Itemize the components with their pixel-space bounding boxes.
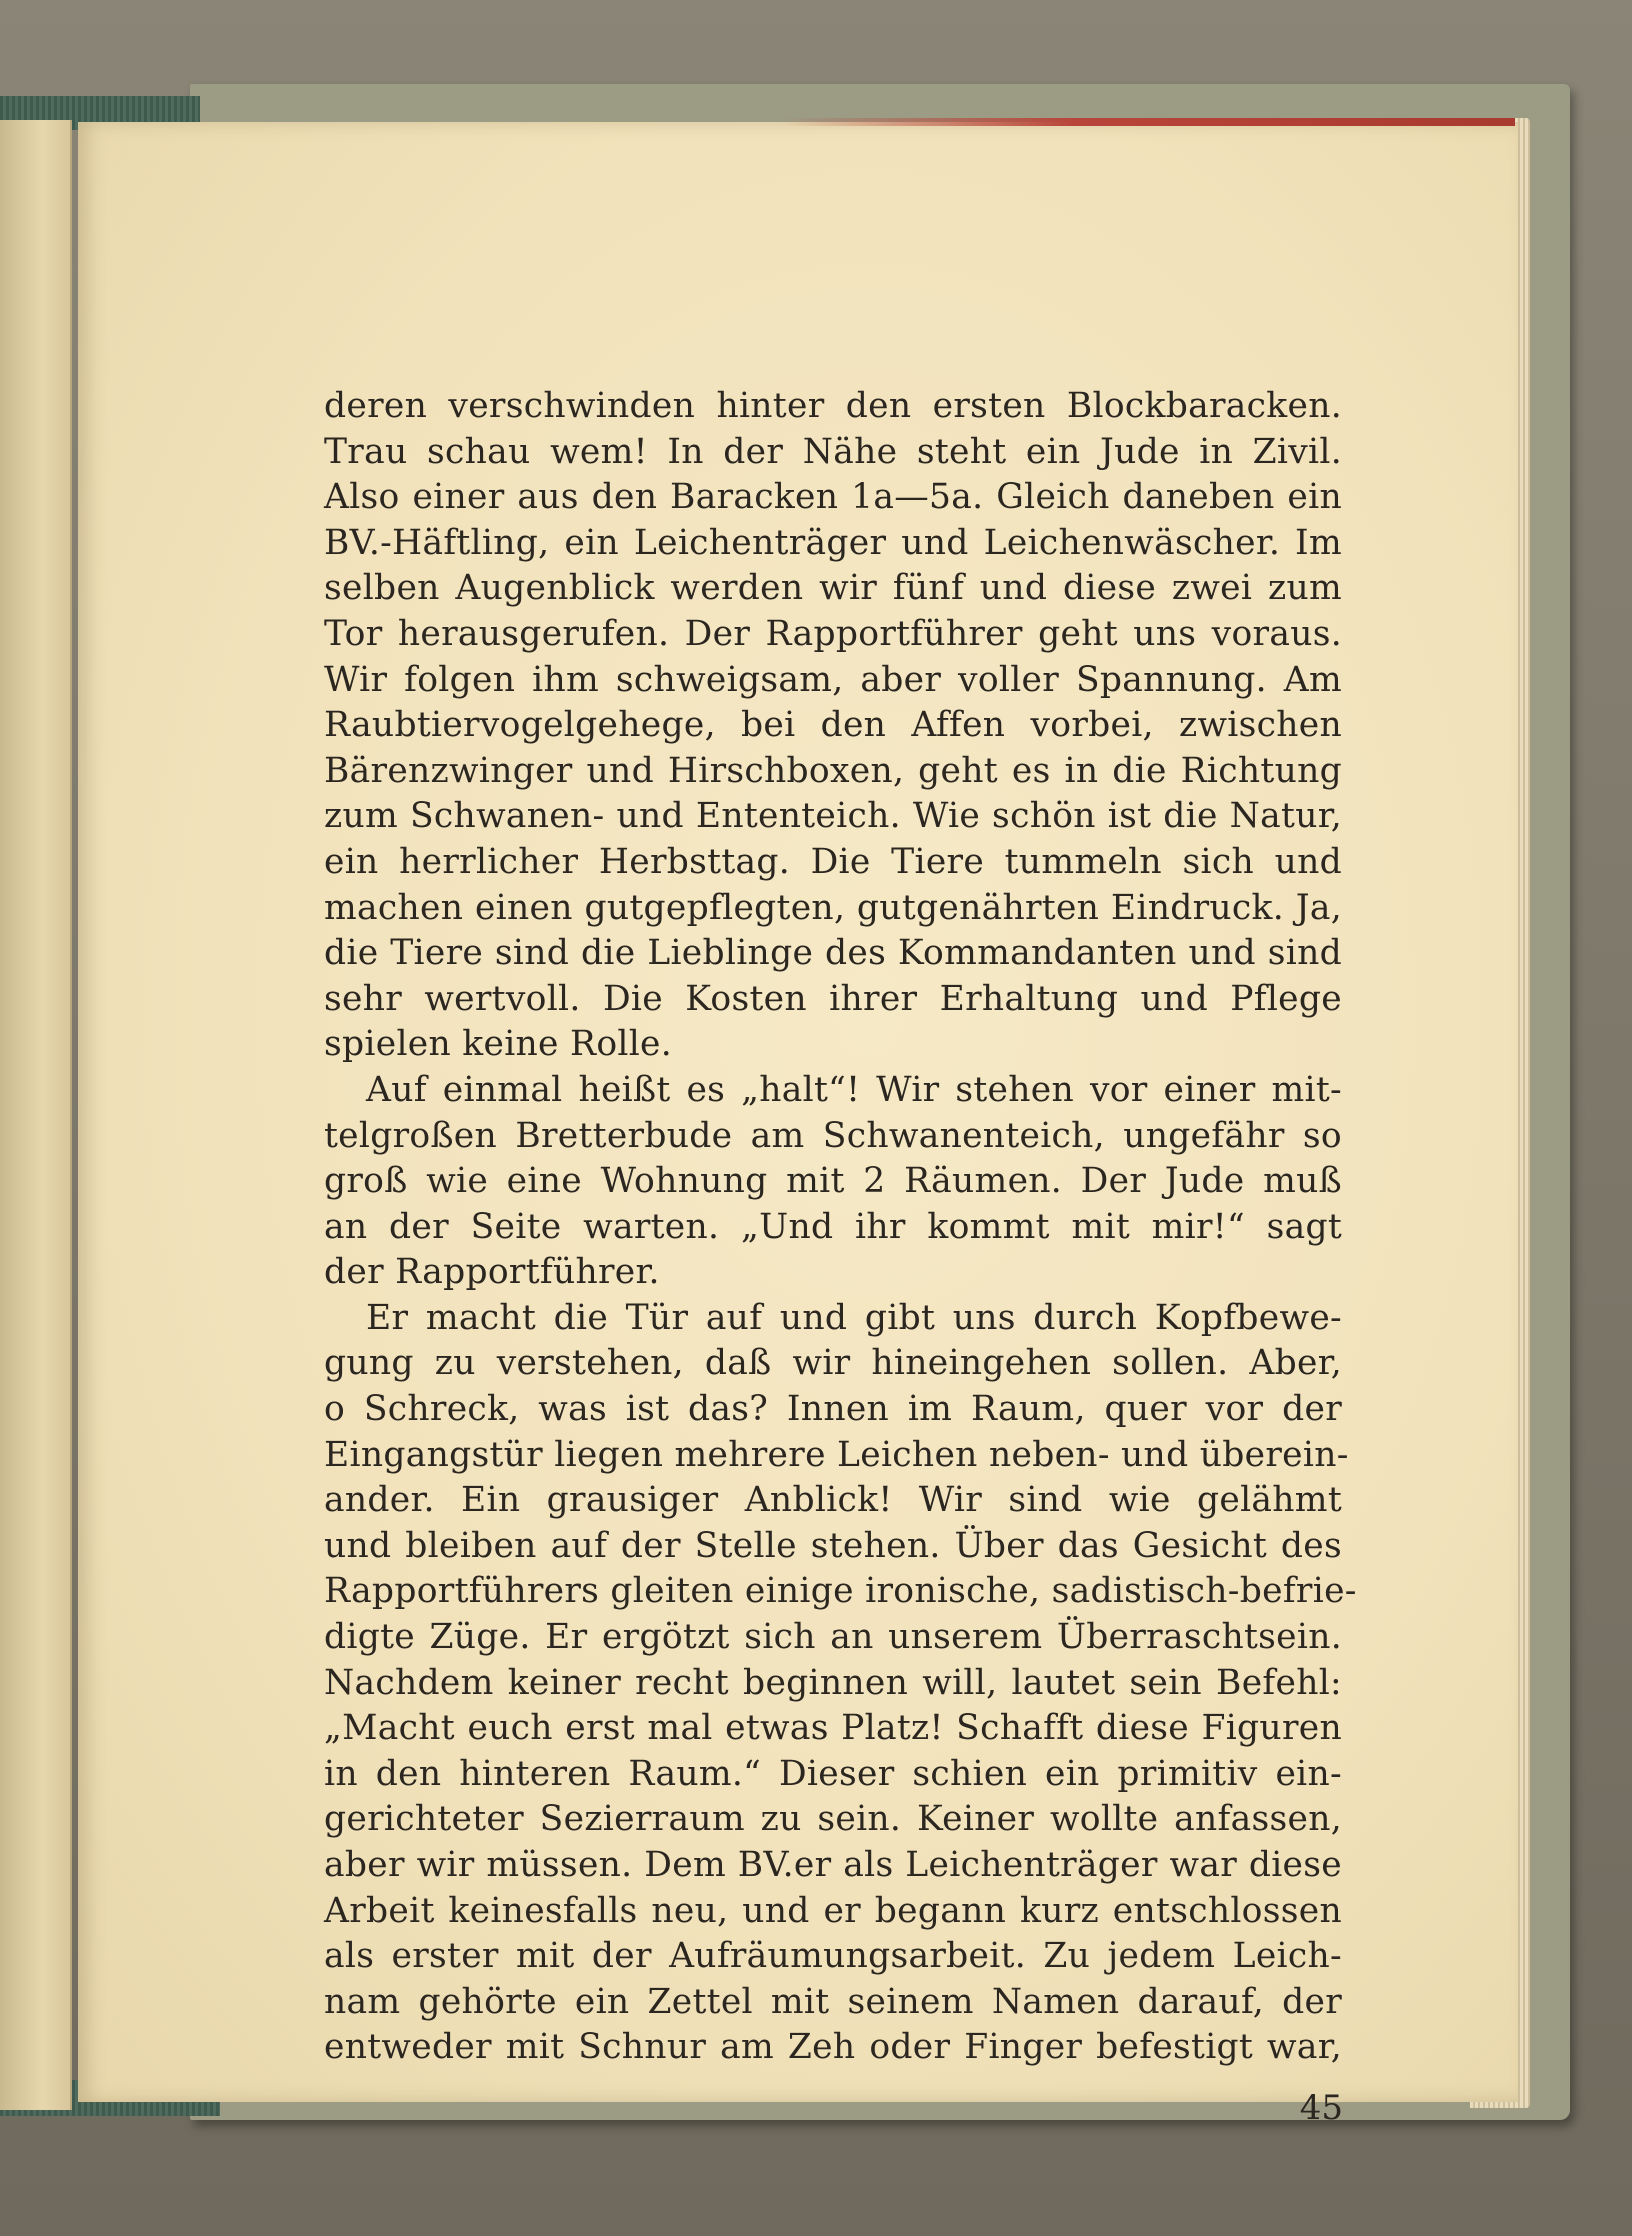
book-page — [78, 122, 1518, 2128]
text-line: aber wir müssen. Dem BV.er als Leichenträger war diese — [324, 1845, 1342, 1885]
text-line: digte Züge. Er ergötzt sich an unserem Überraschtsein. — [324, 1617, 1342, 1658]
text-line: Er macht die Tür auf und gibt uns durch Kopfbewe- — [366, 1297, 1342, 1338]
text-line: Nachdem keiner recht beginnen will, lautet sein Befehl: — [324, 1662, 1342, 1703]
red-top-edge — [780, 118, 1515, 126]
text-line: gerichteter Sezierraum zu sein. Keiner wollte anfassen, — [324, 1799, 1342, 1840]
text-line: Rapportführers gleiten einige ironische, sadistisch-befrie- — [324, 1571, 1357, 1612]
text-line: deren verschwinden hinter den ersten Blockbaracken. — [324, 386, 1342, 426]
text-line: Eingangstür liegen mehrere Leichen neben- und überein- — [324, 1434, 1349, 1475]
text-line: telgroßen Bretterbude am Schwanenteich, ungefähr so — [324, 1115, 1342, 1156]
text-line: ein herrlicher Herbsttag. Die Tiere tummeln sich und — [324, 841, 1342, 882]
text-line: zum Schwanen- und Ententeich. Wie schön ist die Natur, — [324, 796, 1342, 837]
text-line: ander. Ein grausiger Anblick! Wir sind wie gelähmt — [324, 1480, 1342, 1521]
text-line: „Macht euch erst mal etwas Platz! Schafft diese Figuren — [324, 1708, 1342, 1749]
text-line: Bärenzwinger und Hirschboxen, geht es in die Richtung — [324, 750, 1342, 791]
text-line: als erster mit der Aufräumungsarbeit. Zu jedem Leich- — [324, 1936, 1342, 1977]
text-line: der Rapportführer. — [324, 1252, 660, 1293]
text-line: groß wie eine Wohnung mit 2 Räumen. Der Jude muß — [324, 1161, 1342, 1202]
page-number: 45 — [1299, 2088, 1343, 2128]
text-line: Auf einmal heißt es „halt“! Wir stehen vor einer mit- — [366, 1069, 1342, 1110]
text-line: spielen keine Rolle. — [324, 1024, 673, 1065]
text-line: entweder mit Schnur am Zeh oder Finger befestigt war, — [324, 2027, 1342, 2068]
text-line: Wir folgen ihm schweigsam, aber voller Spannung. Am — [324, 659, 1342, 700]
text-line: in den hinteren Raum.“ Dieser schien ein primitiv ein- — [324, 1753, 1342, 1794]
text-line: und bleiben auf der Stelle stehen. Über das Gesicht des — [324, 1525, 1342, 1566]
text-line: Tor herausgerufen. Der Rapportführer geht uns voraus. — [324, 613, 1342, 654]
text-line: an der Seite warten. „Und ihr kommt mit mir!“ sagt — [324, 1206, 1342, 1247]
text-line: o Schreck, was ist das? Innen im Raum, quer vor der — [324, 1389, 1342, 1430]
body-text — [324, 384, 1357, 2071]
text-line: nam gehörte ein Zettel mit seinem Namen darauf, der — [324, 1981, 1342, 2022]
text-line: BV.-Häftling, ein Leichenträger und Leichenwäscher. Im — [324, 522, 1342, 563]
text-line: gung zu verstehen, daß wir hineingehen sollen. Aber, — [324, 1343, 1342, 1384]
text-line: die Tiere sind die Lieblinge des Kommandanten und sind — [324, 933, 1342, 974]
previous-page-edge — [0, 120, 72, 2110]
text-line: Also einer aus den Baracken 1a—5a. Gleich daneben ein — [324, 477, 1342, 518]
text-line: Arbeit keinesfalls neu, und er begann kurz entschlossen — [324, 1890, 1342, 1931]
text-line: Raubtiervogelgehege, bei den Affen vorbei, zwischen — [324, 705, 1342, 746]
text-line: sehr wertvoll. Die Kosten ihrer Erhaltung und Pflege — [324, 978, 1342, 1019]
text-line: Trau schau wem! In der Nähe steht ein Jude in Zivil. — [324, 431, 1342, 472]
text-line: machen einen gutgepflegten, gutgenährten Eindruck. Ja, — [324, 887, 1342, 928]
text-line: selben Augenblick werden wir fünf und diese zwei zum — [324, 568, 1342, 609]
